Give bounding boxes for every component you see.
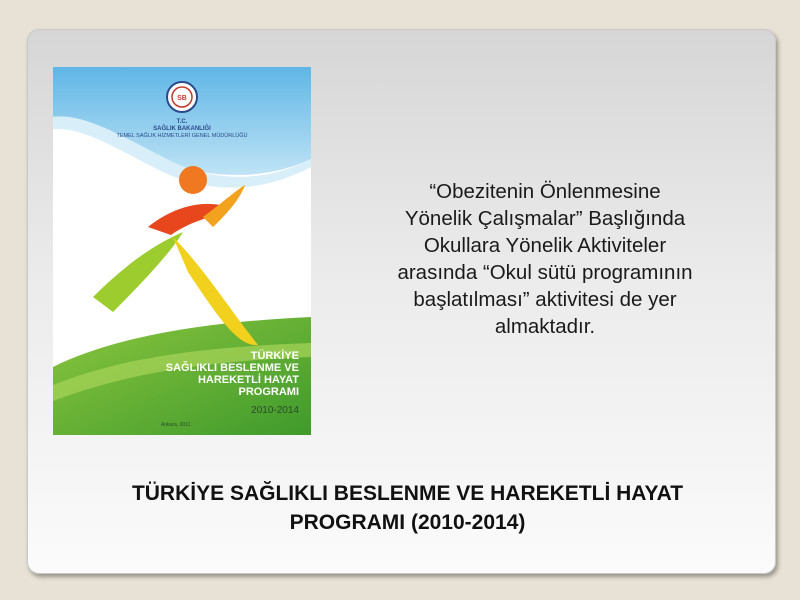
cover-years: 2010-2014 (251, 405, 299, 416)
cover-title-line: TÜRKİYE (250, 350, 299, 362)
svg-text:SB: SB (177, 95, 187, 102)
caption-line: PROGRAMI (2010-2014) (289, 511, 526, 534)
quote-line: başlatılması” aktivitesi de yer (413, 288, 677, 311)
cover-ministry: SAĞLIK BAKANLIĞI (153, 126, 211, 132)
cover-title-line: SAĞLIKLI BESLENME VE (165, 362, 299, 374)
quote-line: “Obezitenin Önlenmesine (429, 180, 661, 203)
quote-line: almaktadır. (494, 315, 596, 338)
figure-leg-back (93, 232, 183, 312)
slide-caption (40, 479, 775, 537)
cover-program-title (145, 350, 299, 398)
caption-line: TÜRKİYE SAĞLIKLI BESLENME VE HAREKETLİ HAYAT (131, 482, 684, 505)
cover-tc: T.C. (176, 119, 188, 125)
cover-title-line: PROGRAMI (238, 386, 299, 398)
quote-text (340, 178, 750, 340)
figure-head (179, 166, 207, 194)
cover-title-line: HAREKETLİ HAYAT (197, 374, 299, 386)
quote-line: Yönelik Çalışmalar” Başlığında (404, 207, 686, 230)
cover-city-year: Ankara, 2011 (161, 422, 191, 428)
quote-line: Okullara Yönelik Aktiviteler (423, 234, 667, 257)
quote-line: arasında “Okul sütü programının (397, 261, 693, 284)
program-cover-image (53, 67, 311, 435)
cover-department: TEMEL SAĞLIK HİZMETLERİ GENEL MÜDÜRLÜĞÜ (116, 133, 248, 139)
